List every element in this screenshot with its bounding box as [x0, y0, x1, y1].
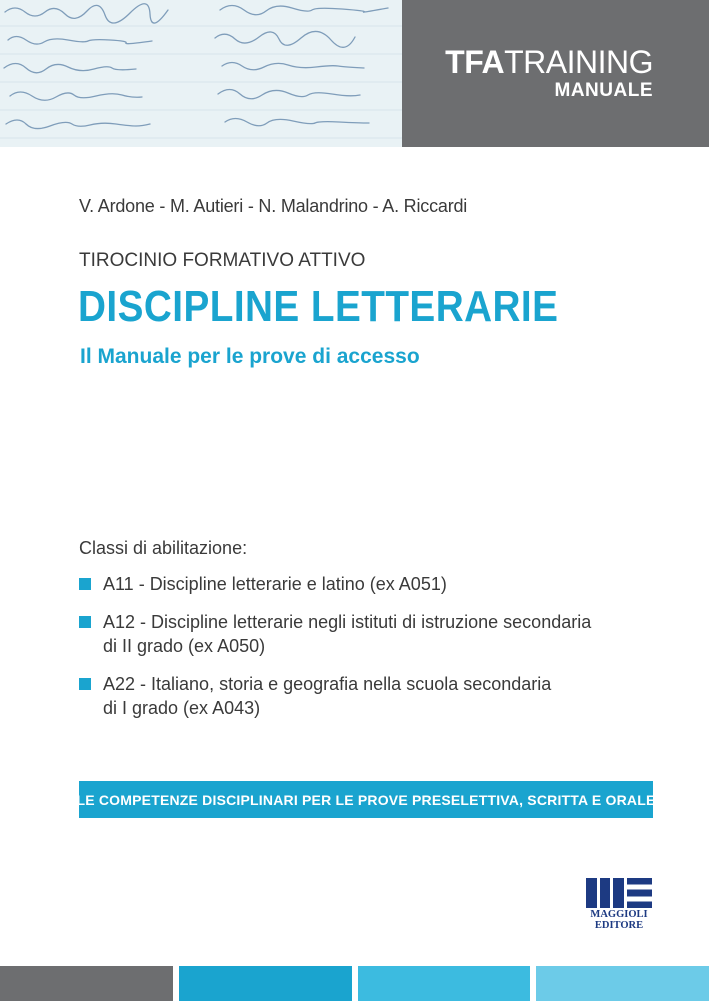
publisher-name-line2: EDITORE	[594, 920, 644, 931]
stripe	[0, 966, 173, 1001]
class-line: A12 - Discipline letterarie negli istituti di istruzione secondaria	[103, 612, 592, 632]
class-line-continued: di II grado (ex A050)	[103, 636, 266, 656]
supertitle: TIROCINIO FORMATIVO ATTIVO	[79, 250, 366, 271]
series-tfa: TFA	[445, 44, 505, 80]
classes-heading: Classi di abilitazione:	[79, 538, 248, 558]
stripe	[536, 966, 709, 1001]
publisher-logo-icon	[586, 878, 652, 908]
class-line-continued: di I grado (ex A043)	[103, 698, 261, 718]
competenze-banner: LE COMPETENZE DISCIPLINARI PER LE PROVE PRESELETTIVA, SCRITTA E ORALE	[79, 781, 653, 818]
publisher-name	[586, 909, 652, 931]
book-title: DISCIPLINE LETTERARIE	[78, 282, 559, 331]
list-item	[79, 572, 639, 596]
series-band	[402, 0, 709, 147]
class-line: A11 - Discipline letterarie e latino (ex A051)	[103, 574, 447, 594]
series-training: TRAINING	[504, 44, 653, 80]
authors: V. Ardone - M. Autieri - N. Malandrino - A. Riccardi	[79, 196, 468, 216]
publisher-logo	[586, 878, 652, 932]
list-item	[79, 610, 639, 658]
list-item	[79, 672, 639, 720]
series-subtitle: MANUALE	[554, 80, 653, 101]
series-title	[445, 46, 653, 78]
bottom-stripes	[0, 966, 709, 1001]
bullet-square-icon	[79, 678, 91, 690]
classes-list	[79, 572, 639, 734]
publisher-name-line1: MAGGIOLI	[590, 909, 648, 920]
handwriting-scribbles	[0, 0, 402, 147]
book-subtitle: Il Manuale per le prove di accesso	[80, 345, 420, 368]
stripe	[358, 966, 531, 1001]
handwriting-image	[0, 0, 402, 147]
bullet-square-icon	[79, 578, 91, 590]
stripe	[179, 966, 352, 1001]
bullet-square-icon	[79, 616, 91, 628]
class-line: A22 - Italiano, storia e geografia nella scuola secondaria	[103, 674, 552, 694]
